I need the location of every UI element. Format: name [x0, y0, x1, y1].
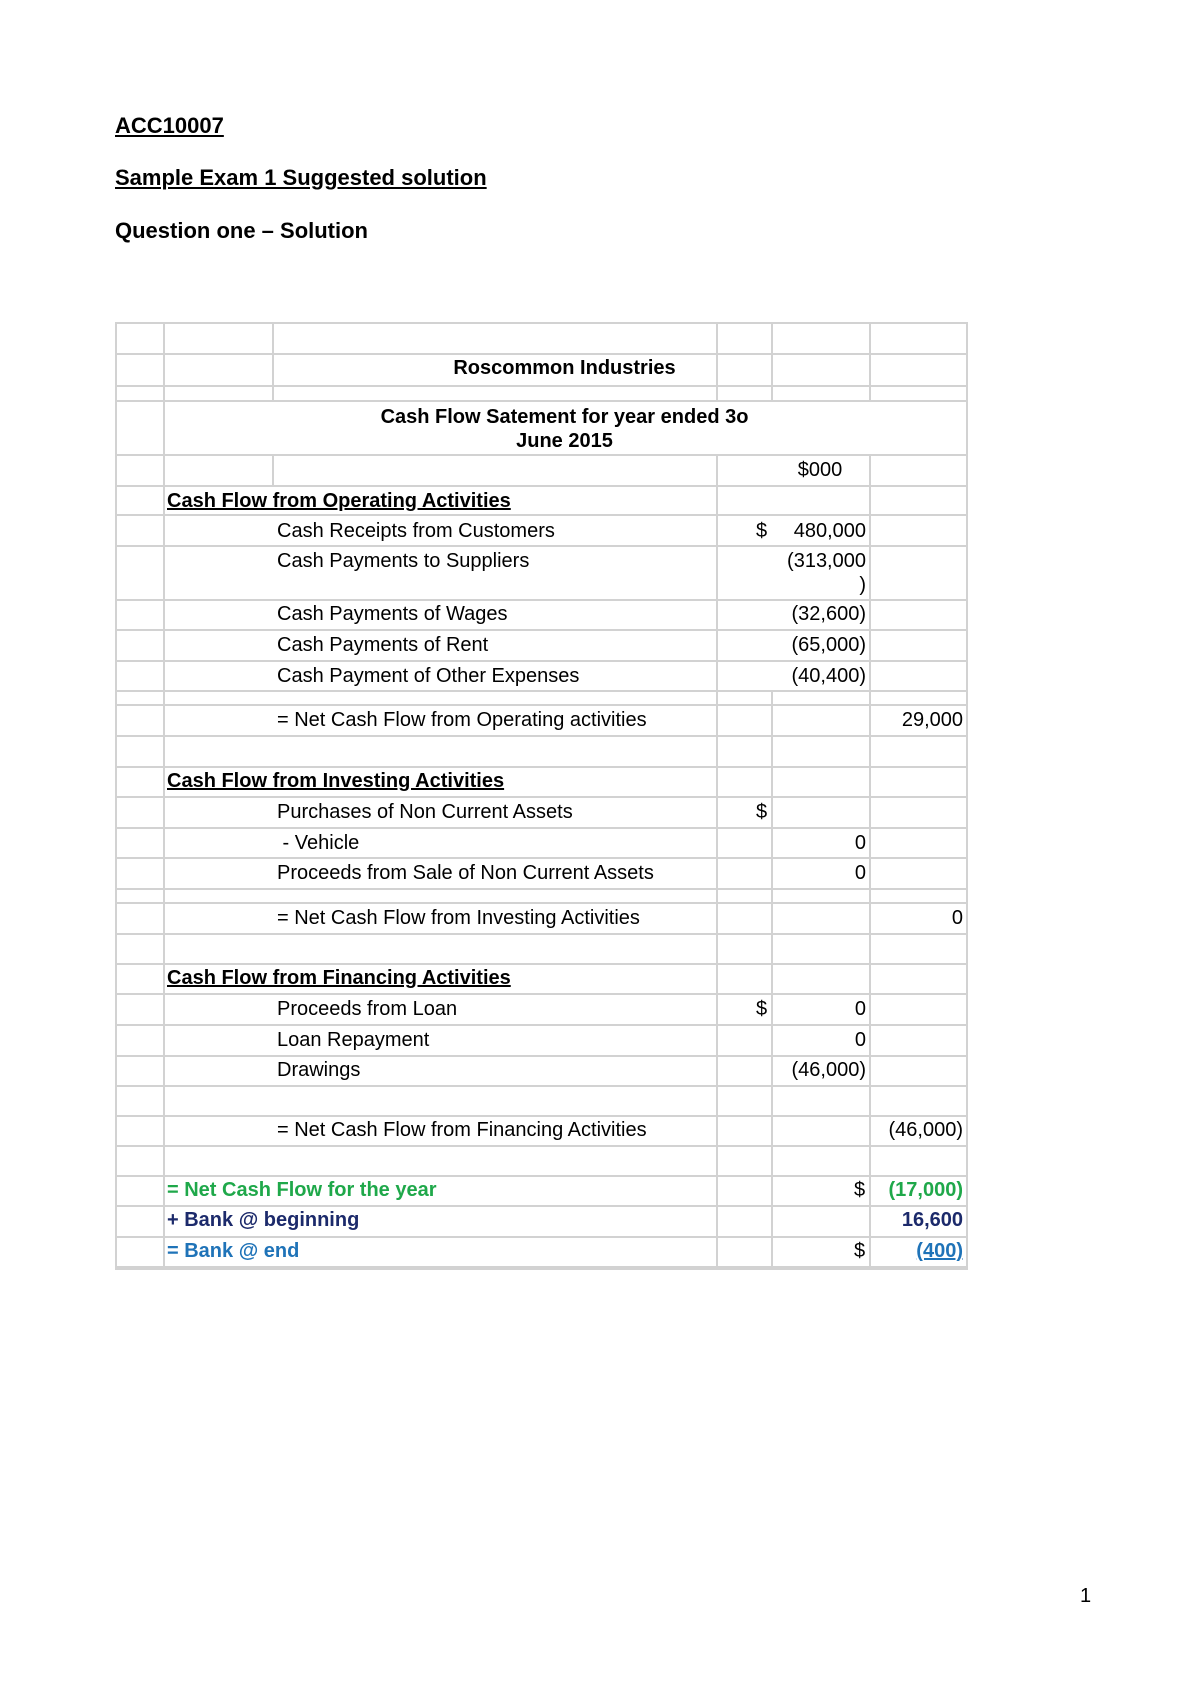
operating-net-label: = Net Cash Flow from Operating activities [277, 709, 647, 731]
operating-item-label: Cash Payment of Other Expenses [277, 665, 580, 687]
grid-line [115, 690, 968, 692]
grid-line [115, 857, 968, 859]
statement-title-line2: June 2015 [516, 430, 613, 452]
operating-item-amount: 480,000 [793, 520, 866, 542]
operating-item-label: Cash Payments to Suppliers [277, 550, 530, 572]
document-subtitle: Sample Exam 1 Suggested solution [115, 165, 487, 190]
grid-line [115, 1055, 968, 1057]
grid-line [115, 902, 968, 904]
bank-beginning-value: 16,600 [901, 1209, 963, 1231]
investing-item-amount: 0 [854, 832, 866, 854]
operating-item-label: Cash Receipts from Customers [277, 520, 555, 542]
grid-line [115, 322, 968, 324]
dollar-sign: $ [854, 1240, 866, 1262]
financing-item-label: Loan Repayment [277, 1029, 430, 1051]
financing-item-label: Proceeds from Loan [277, 998, 458, 1020]
investing-item-label: Purchases of Non Current Assets [277, 801, 573, 823]
investing-item-label: - Vehicle [277, 832, 360, 854]
financing-item-amount: (46,000) [791, 1059, 866, 1081]
grid-line [115, 660, 968, 662]
dollar-sign: $ [756, 998, 768, 1020]
financing-item-label: Drawings [277, 1059, 361, 1081]
amount-line2: ) [859, 574, 866, 596]
grid-line [115, 353, 968, 355]
dollar-sign: $ [756, 520, 768, 542]
dollar-sign: $ [756, 801, 768, 823]
operating-heading: Cash Flow from Operating Activities [167, 490, 511, 512]
grid-line [115, 400, 968, 402]
grid-line [115, 322, 117, 1268]
financing-item-amount: 0 [854, 1029, 866, 1051]
grid-line [115, 735, 968, 737]
operating-item-label: Cash Payments of Wages [277, 603, 508, 625]
grid-line [115, 514, 968, 516]
operating-item-amount [771, 549, 866, 597]
investing-net-label: = Net Cash Flow from Investing Activities [277, 907, 640, 929]
financing-net-label: = Net Cash Flow from Financing Activities [277, 1119, 647, 1141]
investing-heading: Cash Flow from Investing Activities [167, 770, 505, 792]
grid-line [115, 1145, 968, 1147]
bank-beginning-label: + Bank @ beginning [167, 1209, 360, 1231]
investing-item-amount: 0 [854, 862, 866, 884]
grid-line [115, 993, 968, 995]
investing-item-label: Proceeds from Sale of Non Current Assets [277, 862, 654, 884]
dollar-sign: $ [854, 1179, 866, 1201]
unit-label: $000 [797, 459, 843, 481]
operating-item-label: Cash Payments of Rent [277, 634, 489, 656]
grid-line [115, 599, 968, 601]
grid-line [716, 454, 718, 1268]
page-number: 1 [1080, 1585, 1092, 1607]
operating-item-amount: (40,400) [791, 665, 866, 687]
operating-item-amount: (65,000) [791, 634, 866, 656]
amount-line1: (313,000 [787, 550, 866, 572]
net-cash-flow-year-label: = Net Cash Flow for the year [167, 1179, 437, 1201]
grid-line [115, 963, 968, 965]
grid-line [115, 629, 968, 631]
grid-line [115, 766, 968, 768]
grid-line [272, 454, 274, 485]
grid-line [115, 1085, 968, 1087]
grid-line [115, 1115, 968, 1117]
grid-line [115, 796, 968, 798]
grid-line [115, 385, 968, 387]
grid-line [115, 485, 968, 487]
grid-line [115, 1205, 968, 1207]
grid-line [115, 888, 968, 890]
financing-item-amount: 0 [854, 998, 866, 1020]
grid-line [966, 322, 968, 1268]
grid-line [115, 454, 968, 456]
statement-title-line1: Cash Flow Satement for year ended 3o [380, 406, 749, 428]
grid-line [115, 1175, 968, 1177]
operating-net-value: 29,000 [901, 709, 963, 731]
financing-net-value: (46,000) [888, 1119, 963, 1141]
grid-line [115, 1236, 968, 1238]
bank-end-label: = Bank @ end [167, 1240, 300, 1262]
grid-line [869, 454, 871, 1268]
grid-line [115, 1268, 968, 1270]
question-title: Question one – Solution [115, 218, 368, 243]
grid-line [115, 827, 968, 829]
investing-net-value: 0 [951, 907, 963, 929]
grid-line [115, 1024, 968, 1026]
net-cash-flow-year-value: (17,000) [888, 1179, 963, 1201]
grid-line [115, 704, 968, 706]
company-name: Roscommon Industries [453, 357, 676, 379]
operating-item-amount: (32,600) [791, 603, 866, 625]
financing-heading: Cash Flow from Financing Activities [167, 967, 511, 989]
statement-title [163, 405, 966, 453]
grid-line [771, 690, 773, 1268]
grid-line [115, 933, 968, 935]
grid-line [163, 322, 165, 1268]
grid-line [115, 545, 968, 547]
course-code: ACC10007 [115, 113, 224, 138]
bank-end-value: (400) [916, 1240, 963, 1262]
